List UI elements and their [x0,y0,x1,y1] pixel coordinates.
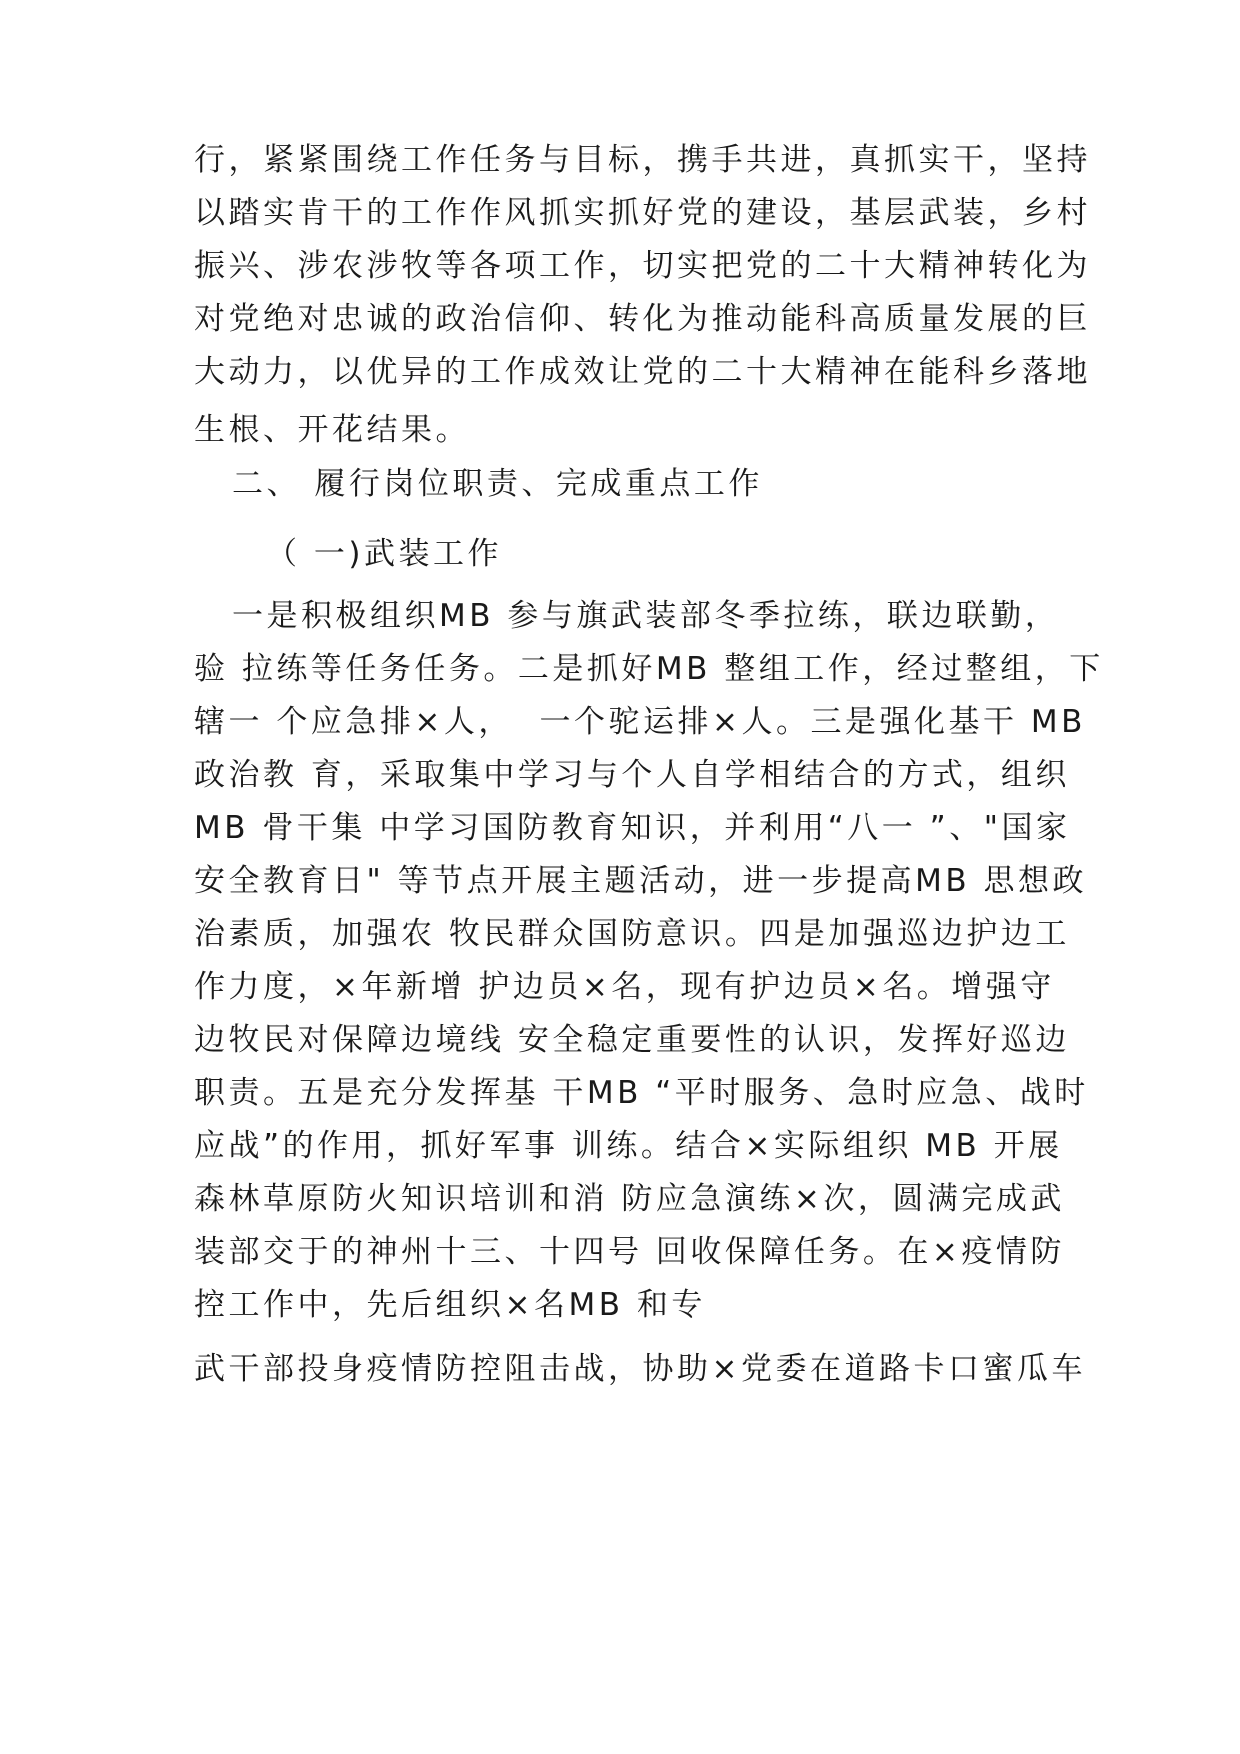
intro-line: 以踏实肯干的工作作风抓实抓好党的建设，基层武装，乡村 [194,195,1091,231]
body-line: 边牧民对保障边境线 安全稳定重要性的认识，发挥好巡边 [194,1022,1070,1058]
body-line: 作力度，×年新增 护边员×名，现有护边员×名。增强守 [194,969,1055,1005]
subsection-heading: （ 一)武装工作 [266,536,502,572]
body-line: 职责。五是充分发挥基 干MB “平时服务、急时应急、战时 [194,1075,1089,1111]
body-line: 应战”的作用，抓好军事 训练。结合×实际组织 MB 开展 [194,1128,1063,1164]
body-line: 辖一 个应急排×人， 一个驼运排×人。三是强化基干 MB [194,704,1086,740]
body-line: 治素质，加强农 牧民群众国防意识。四是加强巡边护边工 [194,916,1070,952]
section-heading: 二、 履行岗位职责、完成重点工作 [232,466,763,502]
body-line: 一是积极组织MB 参与旗武装部冬季拉练，联边联勤， [232,598,1060,634]
intro-line: 生根、开花结果。 [194,412,470,448]
intro-line: 大动力，以优异的工作成效让党的二十大精神在能科乡落地 [194,354,1091,390]
body-line: 安全教育日" 等节点开展主题活动，进一步提高MB 思想政 [194,863,1087,899]
intro-line: 对党绝对忠诚的政治信仰、转化为推动能科高质量发展的巨 [194,301,1091,337]
body-line: 森林草原防火知识培训和消 防应急演练×次，圆满完成武 [194,1181,1065,1217]
body-line: 政治教 育，采取集中学习与个人自学相结合的方式，组织 [194,757,1070,793]
continuation-line: 武干部投身疫情防控阻击战，协助×党委在道路卡口蜜瓜车 [194,1351,1086,1387]
body-line: MB 骨干集 中学习国防教育知识，并利用“八一 ”、"国家 [194,810,1071,846]
intro-line: 振兴、涉农涉牧等各项工作，切实把党的二十大精神转化为 [194,248,1091,284]
body-line: 装部交于的神州十三、十四号 回收保障任务。在×疫情防 [194,1234,1065,1270]
intro-line: 行，紧紧围绕工作任务与目标，携手共进，真抓实干，坚持 [194,142,1091,178]
body-line: 验 拉练等任务任务。二是抓好MB 整组工作，经过整组，下 [194,651,1104,687]
body-line: 控工作中，先后组织×名MB 和专 [194,1287,706,1323]
